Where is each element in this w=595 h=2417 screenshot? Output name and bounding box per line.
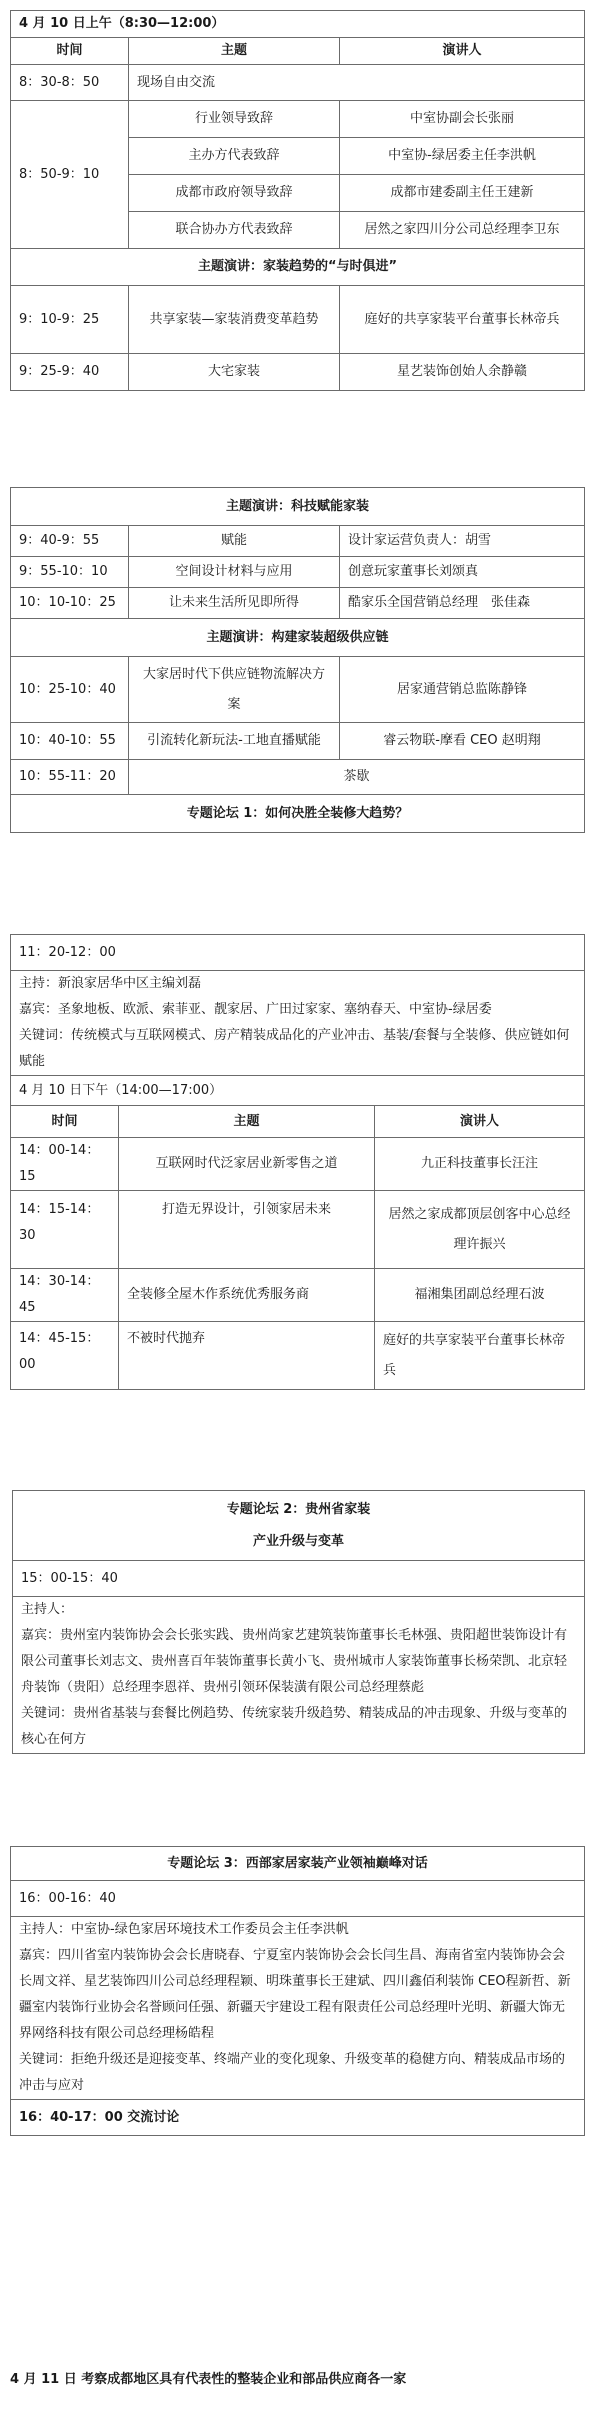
keynote-time: 9：25-9：40 — [11, 354, 129, 391]
keynote-speaker: 星艺装饰创始人余静赣 — [340, 354, 585, 391]
afternoon-date-title: 4 月 10 日下午（14:00—17:00） — [11, 1076, 585, 1106]
header-speaker: 演讲人 — [375, 1106, 585, 1138]
opening-theme: 成都市政府领导致辞 — [129, 175, 340, 212]
keynote-theme: 让未来生活所见即所得 — [129, 588, 340, 619]
pm-speaker: 福湘集团副总经理石波 — [375, 1269, 585, 1322]
forum1-host: 主持：新浪家居华中区主编刘磊 — [19, 976, 202, 991]
forum1-guests: 嘉宾：圣象地板、欧派、索菲亚、靓家居、广田过家家、塞纳春天、中室协-绿居委 — [19, 1002, 492, 1017]
morning-table-2 — [10, 487, 585, 833]
keynote-theme: 引流转化新玩法-工地直播赋能 — [129, 723, 340, 760]
opening-speaker: 中室协-绿居委主任李洪帆 — [340, 138, 585, 175]
morning-date-title: 4 月 10 日上午（8:30—12:00） — [11, 11, 585, 38]
opening-theme: 联合协办方代表致辞 — [129, 212, 340, 249]
forum3-closing: 16：40-17：00 交流讨论 — [11, 2100, 585, 2136]
keynote-time: 9：40-9：55 — [11, 526, 129, 557]
opening-time: 8：50-9：10 — [11, 101, 129, 249]
keynote-theme: 空间设计材料与应用 — [129, 557, 340, 588]
keynote1-title: 主题演讲：家装趋势的“与时俱进” — [11, 249, 585, 286]
morning-schedule-continued — [10, 487, 585, 833]
pm-speaker: 庭好的共享家装平台董事长林帝兵 — [375, 1322, 585, 1390]
opening-theme: 主办方代表致辞 — [129, 138, 340, 175]
keynote-time: 10：25-10：40 — [11, 657, 129, 723]
forum1-and-afternoon — [10, 934, 585, 1390]
keynote-speaker: 创意玩家董事长刘颂真 — [340, 557, 585, 588]
forum1-title: 专题论坛 1：如何决胜全装修大趋势？ — [11, 795, 585, 833]
opening-speaker: 成都市建委副主任王建新 — [340, 175, 585, 212]
forum1-time: 11：20-12：00 — [11, 935, 585, 971]
pm-theme: 打造无界设计，引领家居未来 — [119, 1191, 375, 1269]
header-time: 时间 — [11, 38, 129, 65]
keynote-time: 9：10-9：25 — [11, 286, 129, 354]
forum2-title-line2: 产业升级与变革 — [252, 1533, 344, 1549]
forum3-time: 16：00-16：40 — [11, 1881, 585, 1917]
forum2-time: 15：00-15：40 — [13, 1561, 585, 1597]
header-speaker: 演讲人 — [340, 38, 585, 65]
day2-text: 4 月 11 日 考察成都地区具有代表性的整装企业和部品供应商各一家 — [10, 2372, 407, 2387]
header-time: 时间 — [11, 1106, 119, 1138]
forum2-title-line1: 专题论坛 2：贵州省家装 — [226, 1501, 371, 1517]
keynote-time: 10：10-10：25 — [11, 588, 129, 619]
forum1-details — [11, 971, 585, 1076]
free-time: 8：30-8：50 — [11, 65, 129, 101]
forum3-title: 专题论坛 3：西部家居家装产业领袖巅峰对话 — [11, 1847, 585, 1881]
pm-theme: 全装修全屋木作系统优秀服务商 — [119, 1269, 375, 1322]
forum3-table — [10, 1846, 585, 2136]
pm-time: 14：00-14：15 — [11, 1138, 119, 1191]
forum2-details — [13, 1597, 585, 1754]
forum2-table — [12, 1490, 585, 1754]
header-theme: 主题 — [129, 38, 340, 65]
opening-speaker: 居然之家四川分公司总经理李卫东 — [340, 212, 585, 249]
forum3-block — [10, 1846, 585, 2136]
keynote-speaker: 居家通营销总监陈静锋 — [340, 657, 585, 723]
keynote-time: 10：40-10：55 — [11, 723, 129, 760]
morning-schedule — [10, 10, 585, 391]
header-theme: 主题 — [119, 1106, 375, 1138]
forum2-title — [13, 1491, 585, 1561]
pm-theme: 互联网时代泛家居业新零售之道 — [119, 1138, 375, 1191]
pm-time: 14：30-14：45 — [11, 1269, 119, 1322]
keynote-time: 9：55-10：10 — [11, 557, 129, 588]
keynote3-title: 主题演讲：构建家装超级供应链 — [11, 619, 585, 657]
forum3-details — [11, 1917, 585, 2100]
keynote2-title: 主题演讲：科技赋能家装 — [11, 488, 585, 526]
opening-speaker: 中室协副会长张丽 — [340, 101, 585, 138]
keynote-theme: 大家居时代下供应链物流解决方案 — [129, 657, 340, 723]
keynote-theme: 赋能 — [129, 526, 340, 557]
pm-speaker: 居然之家成都顶层创客中心总经理许振兴 — [375, 1191, 585, 1269]
opening-theme: 行业领导致辞 — [129, 101, 340, 138]
keynote-speaker: 设计家运营负责人：胡雪 — [340, 526, 585, 557]
pm-time: 14：15-14：30 — [11, 1191, 119, 1269]
forum3-host: 主持人：中室协-绿色家居环境技术工作委员会主任李洪帆 — [19, 1922, 349, 1937]
forum3-guests: 嘉宾：四川省室内装饰协会会长唐晓春、宁夏室内装饰协会会长闫生昌、海南省室内装饰协会会长周文祥、星艺装饰四川公司总经理程颖、明珠董事长王建斌、四川鑫佰利装饰 CEO程新哲、新疆室内装饰行业协会名誉顾问任强、新疆天宇建设工程有限责任公司总经理叶光明、新疆大饰无界网络科技有限公司总经理杨皓程 — [19, 1948, 571, 2041]
forum1-table — [10, 934, 585, 1390]
forum3-keywords: 关键词：拒绝升级还是迎接变革、终端产业的变化现象、升级变革的稳健方向、精装成品市场的冲击与应对 — [19, 2052, 566, 2093]
break-text: 茶歇 — [129, 760, 585, 795]
morning-table — [10, 10, 585, 391]
forum2-keywords: 关键词：贵州省基装与套餐比例趋势、传统家装升级趋势、精装成品的冲击现象、升级与变革的核心在何方 — [21, 1706, 568, 1747]
pm-speaker: 九正科技董事长汪注 — [375, 1138, 585, 1191]
keynote-theme: 共享家装—家装消费变革趋势 — [129, 286, 340, 354]
keynote-theme: 大宅家装 — [129, 354, 340, 391]
pm-time: 14：45-15：00 — [11, 1322, 119, 1390]
day2-note — [10, 2370, 585, 2390]
keynote-speaker: 庭好的共享家装平台董事长林帝兵 — [340, 286, 585, 354]
forum2-block — [12, 1490, 585, 1754]
keynote-speaker: 酷家乐全国营销总经理 张佳森 — [340, 588, 585, 619]
forum2-guests: 嘉宾：贵州室内装饰协会会长张实践、贵州尚家艺建筑装饰董事长毛林强、贵阳超世装饰设计有限公司董事长刘志文、贵州喜百年装饰董事长黄小飞、贵州城市人家装饰董事长杨荣凯、北京轻舟装饰（贵阳）总经理李恩祥、贵州引领环保装潢有限公司总经理蔡彪 — [21, 1628, 568, 1695]
forum2-host: 主持人： — [21, 1602, 74, 1617]
free-text: 现场自由交流 — [129, 65, 585, 101]
forum1-keywords: 关键词：传统模式与互联网模式、房产精装成品化的产业冲击、基装/套餐与全装修、供应链如何赋能 — [19, 1028, 570, 1069]
break-time: 10：55-11：20 — [11, 760, 129, 795]
pm-theme: 不被时代抛弃 — [119, 1322, 375, 1390]
keynote-speaker: 睿云物联-摩看 CEO 赵明翔 — [340, 723, 585, 760]
